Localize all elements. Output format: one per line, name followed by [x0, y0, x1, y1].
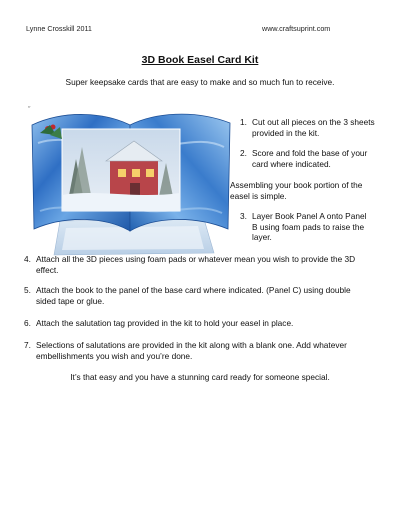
author-credit: Lynne Crosskill 2011 — [26, 24, 92, 33]
step-1-number: 1. — [240, 117, 247, 127]
book-easel-card-image — [26, 103, 234, 258]
step-3-number: 3. — [240, 211, 247, 221]
step-7-line-2: embellishments you wish and you’re done. — [36, 350, 193, 361]
step-3-line-3: layer. — [252, 232, 272, 242]
step-1-line-2: provided in the kit. — [252, 127, 320, 138]
website-url: www.craftsuprint.com — [262, 24, 331, 33]
step-4-line-2: effect. — [36, 264, 59, 275]
step-2-number: 2. — [240, 148, 247, 158]
page-subtitle: Super keepsake cards that are easy to make and so much fun to receive. — [65, 77, 335, 87]
page-title: 3D Book Easel Card Kit — [141, 54, 259, 66]
step-1-line-1: Cut out all pieces on the 3 sheets — [252, 117, 375, 127]
step-7-number: 7. — [24, 340, 31, 350]
assembling-note-line-2: easel is simple. — [230, 190, 287, 201]
step-5-line-1: Attach the book to the panel of the base card where indicated. (Panel C) using double — [36, 285, 351, 295]
step-2-line-1: Score and fold the base of your — [252, 148, 368, 158]
step-5-number: 5. — [24, 285, 31, 295]
closing-line: It’s that easy and you have a stunning card ready for someone special. — [70, 372, 330, 382]
step-5-line-2: sided tape or glue. — [36, 295, 105, 306]
svg-text:″: ″ — [28, 106, 31, 113]
step-6-line-1: Attach the salutation tag provided in the kit to hold your easel in place. — [36, 318, 294, 328]
step-6-number: 6. — [24, 318, 31, 328]
step-3-line-1: Layer Book Panel A onto Panel — [252, 211, 367, 221]
step-3-line-2: B using foam pads to raise the — [252, 221, 365, 232]
step-7-line-1: Selections of salutations are provided in the kit along with a blank one. Add whatever — [36, 340, 347, 350]
assembling-note-line-1: Assembling your book portion of the — [230, 180, 363, 190]
step-4-line-1: Attach all the 3D pieces using foam pads or whatever mean you wish to provide the 3D — [36, 254, 356, 264]
step-4-number: 4. — [24, 254, 31, 264]
step-2-line-2: card where indicated. — [252, 158, 331, 169]
